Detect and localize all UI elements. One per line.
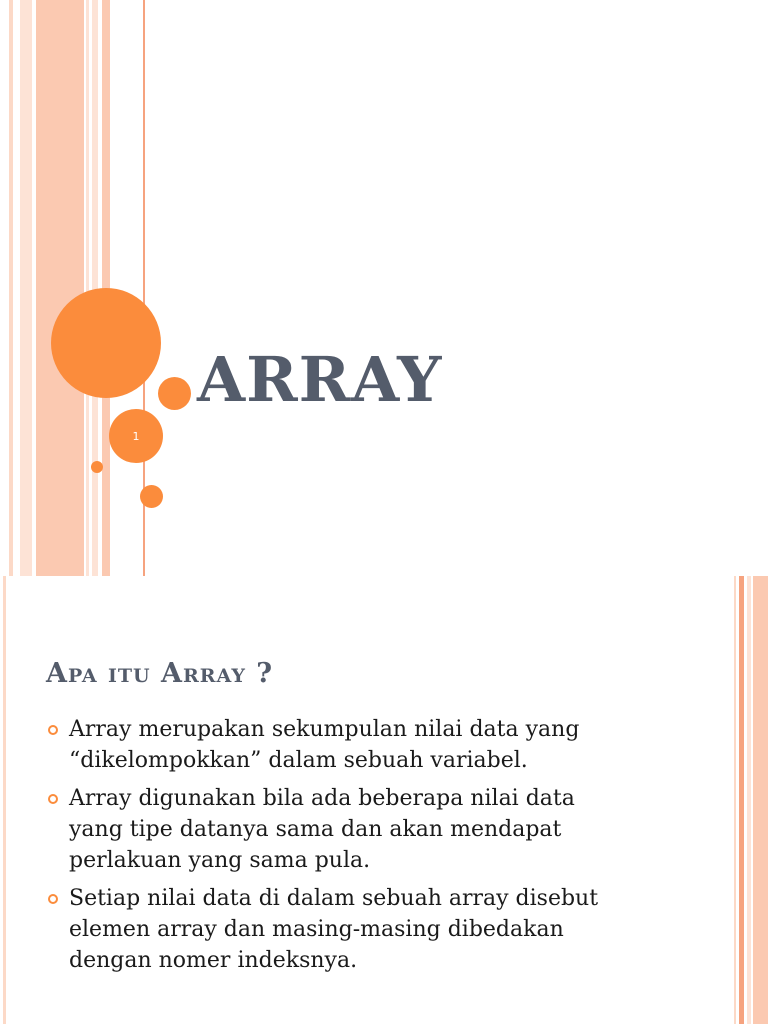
hollow-circle-bullet-icon bbox=[48, 725, 58, 735]
decorative-stripe bbox=[3, 576, 6, 1024]
bullet-line: perlakuan yang sama pula. bbox=[69, 848, 371, 873]
bullet-line: “dikelompokkan” dalam sebuah variabel. bbox=[69, 748, 528, 773]
bullet-item bbox=[46, 714, 696, 776]
decorative-stripe bbox=[734, 576, 736, 1024]
bullet-list bbox=[46, 714, 696, 983]
bullet-line: yang tipe datanya sama dan akan mendapat bbox=[69, 817, 562, 842]
decorative-stripe bbox=[20, 0, 32, 576]
bullet-line: Array merupakan sekumpulan nilai data yang bbox=[69, 717, 580, 742]
decorative-stripe bbox=[9, 0, 13, 576]
slide-heading: Apa itu Array ? bbox=[46, 658, 274, 689]
decorative-circle-medium bbox=[158, 377, 191, 410]
decorative-stripe bbox=[86, 0, 89, 576]
bullet-line: elemen array dan masing-masing dibedakan bbox=[69, 917, 564, 942]
decorative-stripe bbox=[739, 576, 744, 1024]
content-slide bbox=[0, 576, 768, 1024]
bullet-item bbox=[46, 883, 696, 976]
hollow-circle-bullet-icon bbox=[48, 794, 58, 804]
decorative-stripe bbox=[753, 576, 768, 1024]
bullet-item bbox=[46, 783, 696, 876]
decorative-circle-large bbox=[51, 288, 161, 398]
decorative-circle-small bbox=[140, 485, 163, 508]
bullet-line: dengan nomer indeksnya. bbox=[69, 948, 358, 973]
slide-title: ARRAY bbox=[197, 343, 443, 416]
bullet-line: Array digunakan bila ada beberapa nilai data bbox=[69, 786, 575, 811]
decorative-stripe bbox=[36, 0, 84, 576]
hollow-circle-bullet-icon bbox=[48, 894, 58, 904]
bullet-line: Setiap nilai data di dalam sebuah array disebut bbox=[69, 886, 599, 911]
slide-number: 1 bbox=[132, 429, 140, 443]
slide-number-circle bbox=[109, 409, 163, 463]
decorative-circle-tiny bbox=[91, 461, 103, 473]
decorative-stripe bbox=[747, 576, 751, 1024]
